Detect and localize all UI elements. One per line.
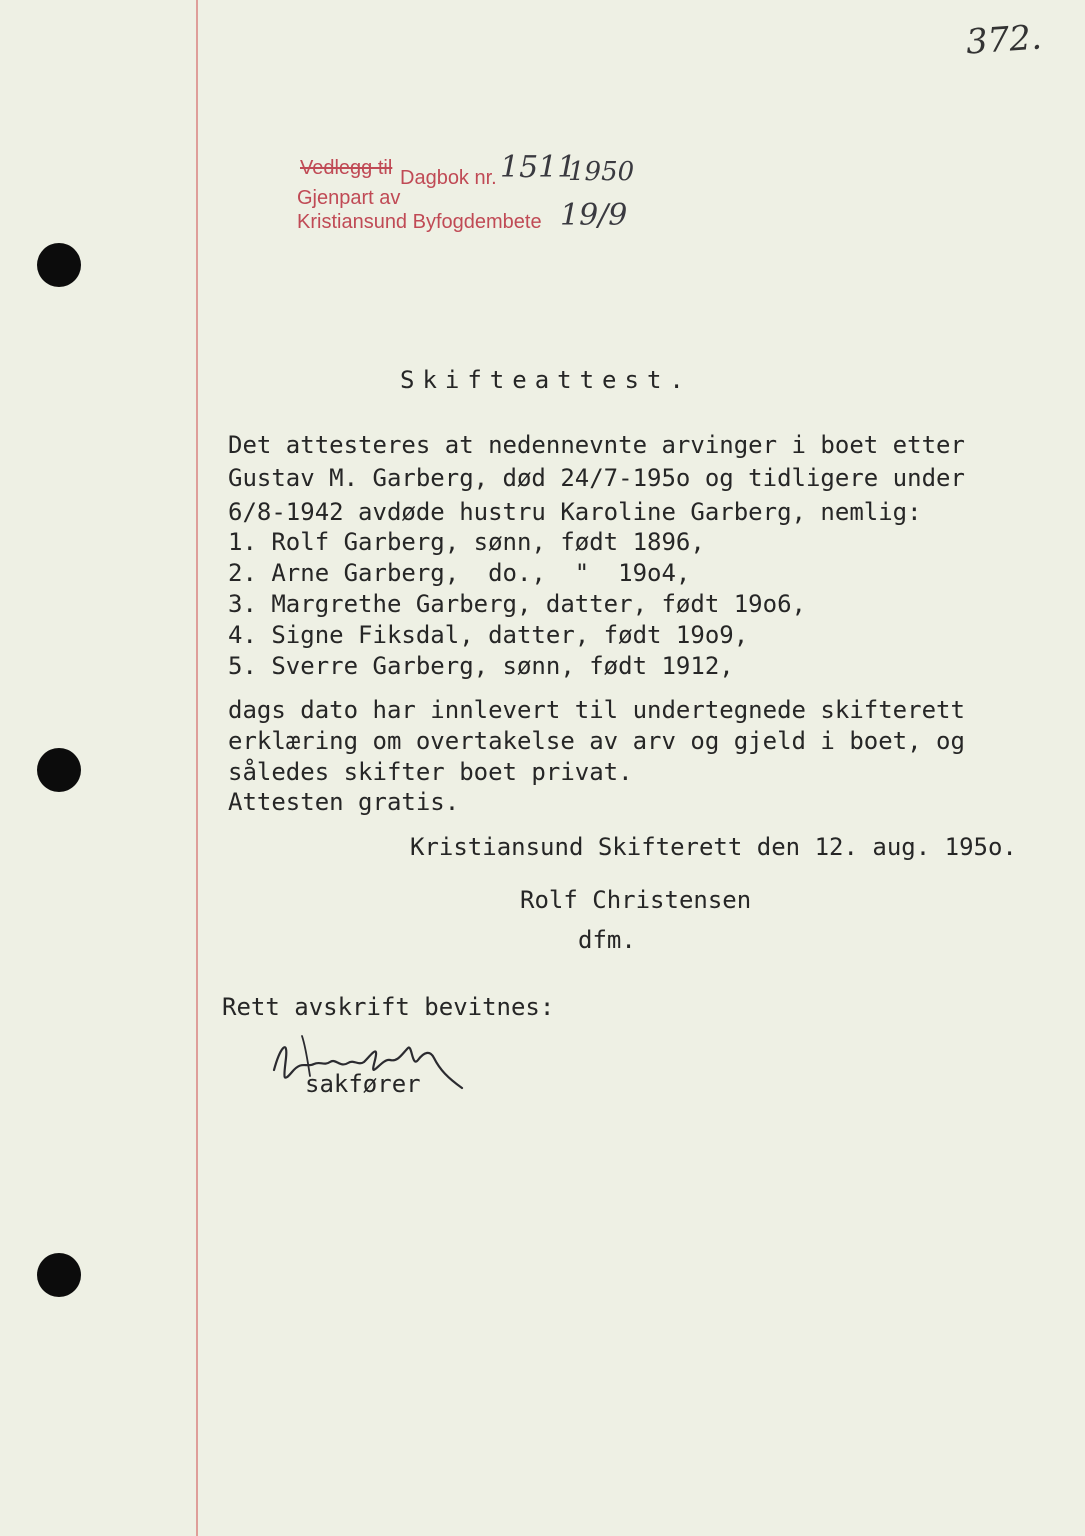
intro-line: Det attesteres at nedennevnte arvinger i boet etter <box>228 431 965 459</box>
stamp-line-2: Gjenpart av <box>297 187 401 209</box>
signer-name: Rolf Christensen <box>520 886 752 914</box>
intro-line: Gustav M. Garberg, død 24/7-195o og tidligere under <box>228 464 965 492</box>
heir-list-item: 2. Arne Garberg, do., " 19o4, <box>228 559 691 587</box>
body-line: således skifter boet privat. <box>228 758 633 786</box>
margin-rule <box>196 0 198 1536</box>
body-line: dags dato har innlevert til undertegnede skifterett <box>228 696 965 724</box>
place-date: Kristiansund Skifterett den 12. aug. 195o. <box>410 833 1017 861</box>
heir-list-item: 3. Margrethe Garberg, datter, født 19o6, <box>228 590 806 618</box>
certification-line: Rett avskrift bevitnes: <box>222 993 555 1021</box>
body-line: Attesten gratis. <box>228 788 460 816</box>
stamp-year: 1950 <box>568 157 635 187</box>
stamp-dagbok-label: Dagbok nr. <box>400 167 497 189</box>
heir-list-item: 4. Signe Fiksdal, datter, født 19o9, <box>228 621 749 649</box>
intro-line: 6/8-1942 avdøde hustru Karoline Garberg, nemlig: <box>228 498 922 526</box>
stamp-date-handwritten: 19/9 <box>560 198 628 233</box>
page-number: 372. <box>964 17 1044 63</box>
certifier-title: sakfører <box>305 1070 421 1098</box>
heir-list-item: 5. Sverre Garberg, sønn, født 1912, <box>228 652 734 680</box>
heir-list-item: 1. Rolf Garberg, sønn, født 1896, <box>228 528 705 556</box>
punch-hole <box>37 748 81 792</box>
body-line: erklæring om overtakelse av arv og gjeld i boet, og <box>228 727 965 755</box>
punch-hole <box>37 243 81 287</box>
stamp-struck-line: Vedlegg til <box>300 157 393 179</box>
stamp-line-3: Kristiansund Byfogdembete <box>297 211 542 233</box>
stamp-dagbok-number: 1511 <box>500 150 577 185</box>
document-title: Skifteattest. <box>400 366 692 394</box>
punch-hole <box>37 1253 81 1297</box>
signer-title: dfm. <box>578 926 636 954</box>
